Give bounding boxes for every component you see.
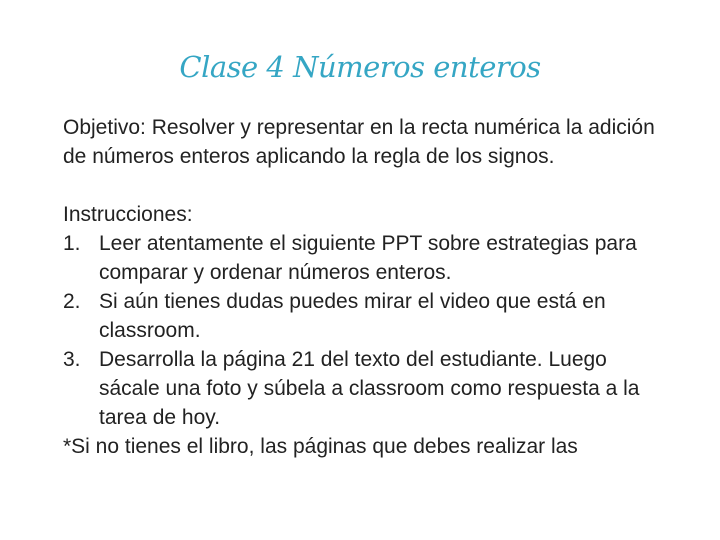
slide-body — [63, 113, 673, 461]
instruction-item — [63, 229, 673, 287]
objective-text: Objetivo: Resolver y representar en la recta numérica la adición de números enteros aplicando la regla de los signos. — [63, 116, 655, 168]
instruction-text: Desarrolla la página 21 del texto del estudiante. Luego sácale una foto y súbela a classroom como respuesta a la tarea de hoy. — [99, 348, 640, 429]
instruction-number: 2. — [63, 290, 81, 313]
instruction-item — [63, 345, 673, 432]
instruction-text: Leer atentamente el siguiente PPT sobre estrategias para comparar y ordenar números enteros. — [99, 232, 637, 284]
instruction-text: Si aún tienes dudas puedes mirar el video que está en classroom. — [99, 290, 606, 342]
slide-title: Clase 4 Números enteros — [179, 50, 541, 84]
instruction-number: 3. — [63, 348, 81, 371]
footnote-text: *Si no tienes el libro, las páginas que debes realizar las — [63, 435, 578, 458]
instruction-item — [63, 287, 673, 345]
paragraph-spacer — [63, 171, 673, 200]
instruction-number: 1. — [63, 232, 81, 255]
instructions-heading: Instrucciones: — [63, 203, 193, 226]
instructions-list — [63, 229, 673, 432]
